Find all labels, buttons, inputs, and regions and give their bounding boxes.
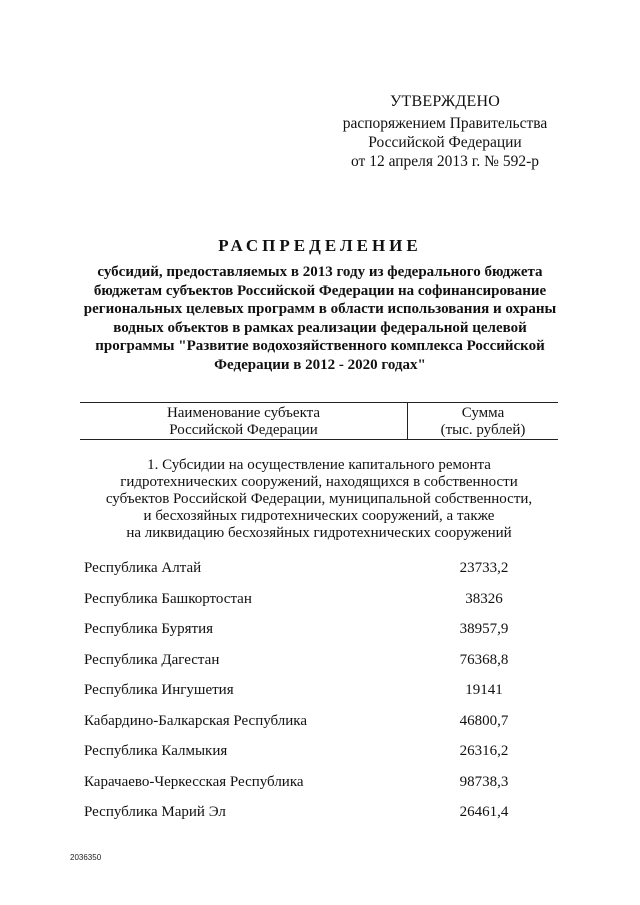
region-name: Республика Башкортостан [84,590,252,607]
subsidy-amount: 38326 [465,590,503,607]
table-row [84,645,554,676]
region-name: Карачаево-Черкесская Республика [84,773,304,790]
subsidy-amount: 38957,9 [459,621,509,637]
section-title-line: субъектов Российской Федерации, муниципальной собственности, [105,491,533,507]
subsidy-amount: 26461,4 [459,804,509,820]
subsidy-amount: 23733,2 [459,560,509,576]
section-title-line: и бесхозяйных гидротехнических сооружений, а также [143,508,495,524]
approval-date-number: от 12 апреля 2013 г. № 592-р [351,153,539,170]
region-name: Республика Ингушетия [84,682,234,698]
document-subtitle [80,263,560,375]
table-row [84,553,554,584]
subtitle-line: бюджетам субъектов Российской Федерации на софинансирование [93,282,547,299]
document-code: 2036350 [70,853,102,862]
table-row [84,767,554,798]
subsidy-table [84,553,554,828]
approval-line: Российской Федерации [368,134,522,151]
column-header-name-line: Российской Федерации [169,422,318,438]
subsidy-amount: 46800,7 [459,712,509,729]
subtitle-line: Федерации в 2012 - 2020 годах" [214,356,426,373]
section-title-line: на ликвидацию бесхозяйных гидротехнических сооружений [126,525,512,541]
table-row [84,675,554,706]
subtitle-line: субсидий, предоставляемых в 2013 году из федерального бюджета [97,264,543,280]
table-row [84,614,554,645]
subtitle-line: региональных целевых программ в области использования и охраны [83,301,557,318]
approval-line: распоряжением Правительства [342,115,548,132]
table-row [84,797,554,828]
table-row [84,584,554,615]
approval-stamp: УТВЕРЖДЕНО [389,93,500,110]
approval-block [330,92,560,171]
subsidy-amount: 98738,3 [459,773,509,790]
table-row [84,736,554,767]
subtitle-line: водных объектов в рамках реализации федеральной целевой [113,319,527,336]
subsidy-amount: 26316,2 [459,743,509,759]
subsidy-amount: 76368,8 [459,651,509,668]
region-name: Республика Дагестан [84,651,220,668]
document-heading: РАСПРЕДЕЛЕНИЕ [218,236,422,255]
section-title [80,457,558,542]
column-header-name [80,405,407,439]
column-header-sum-line: Сумма [461,405,505,421]
section-title-line: гидротехнических сооружений, находящихся в собственности [120,474,518,490]
region-name: Республика Марий Эл [84,804,226,820]
section-title-line: 1. Субсидии на осуществление капитального ремонта [147,457,491,473]
region-name: Кабардино-Балкарская Республика [84,712,308,729]
subtitle-line: программы "Развитие водохозяйственного комплекса Российской [95,338,545,355]
region-name: Республика Алтай [84,560,202,576]
column-header-sum [408,405,558,439]
column-header-sum-line: (тыс. рублей) [440,422,526,438]
subsidy-amount: 19141 [465,682,503,698]
table-header [80,402,558,440]
table-row [84,706,554,737]
region-name: Республика Бурятия [84,621,214,637]
region-name: Республика Калмыкия [84,743,228,759]
column-header-name-line: Наименование субъекта [166,405,321,421]
